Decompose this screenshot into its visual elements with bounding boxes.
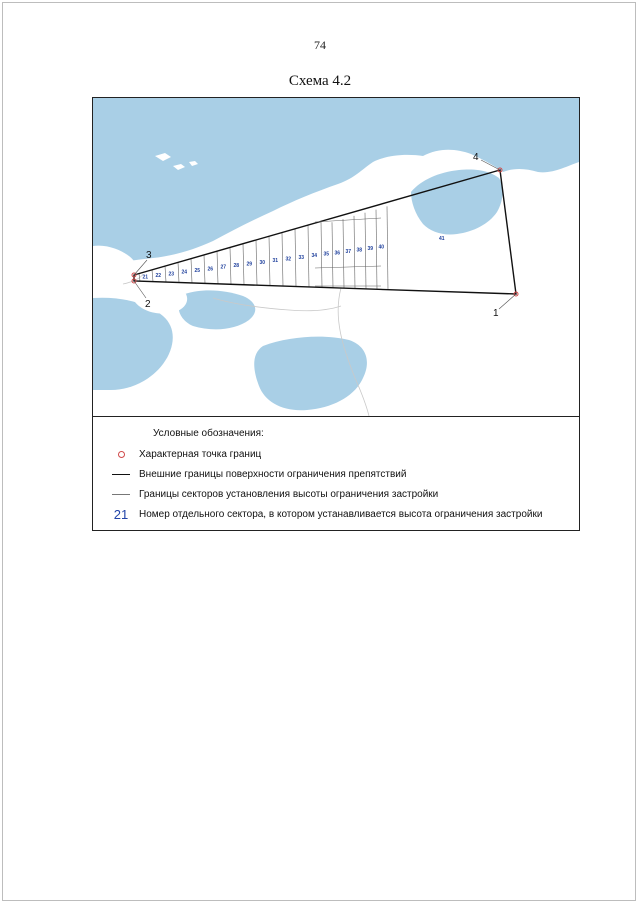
point-1-label: 1 [493, 308, 499, 319]
point-3-label: 3 [146, 250, 152, 261]
scheme-figure [92, 97, 580, 531]
sector-label-28: 28 [233, 263, 240, 270]
legend-item-outer-boundary [109, 467, 406, 481]
sector-label-39: 39 [367, 246, 374, 253]
sector-label-37: 37 [345, 248, 352, 255]
legend-item-point [109, 447, 261, 461]
sector-label-29: 29 [246, 261, 253, 268]
sector-label-35: 35 [323, 251, 330, 258]
map-svg [93, 98, 579, 416]
sector-label-40: 40 [378, 244, 385, 251]
sector-label-27: 27 [220, 264, 227, 271]
legend-item-text: Характерная точка границ [139, 448, 262, 460]
legend-item-text: Границы секторов установления высоты ограничения застройки [139, 488, 439, 500]
scheme-title: Схема 4.2 [288, 73, 352, 89]
sector-label-30: 30 [259, 259, 266, 266]
legend-item-sector-boundary [109, 487, 438, 501]
sector-label-22: 22 [155, 272, 162, 279]
page-number: 74 [314, 38, 326, 52]
sector-41-label: 41 [439, 236, 445, 242]
sector-label-21: 21 [142, 274, 149, 281]
map-area [93, 98, 579, 416]
legend-title: Условные обозначения: [153, 428, 264, 439]
sector-label-23: 23 [168, 271, 175, 278]
point-4-label: 4 [473, 152, 479, 163]
thick-line-icon [109, 474, 133, 475]
legend-item-text: Внешние границы поверхности ограничения препятствий [139, 468, 407, 480]
thin-line-icon [109, 494, 133, 495]
sector-label-32: 32 [285, 256, 292, 263]
sector-label-33: 33 [298, 254, 305, 261]
sector-label-24: 24 [181, 269, 188, 276]
legend-item-sector-number [109, 507, 542, 521]
sector-label-31: 31 [272, 258, 279, 265]
sector-number-symbol: 21 [113, 506, 129, 522]
sector-label-38: 38 [356, 247, 363, 254]
legend-item-text: Номер отдельного сектора, в котором устанавливается высота ограничения застройки [139, 508, 543, 520]
sector-label-34: 34 [311, 253, 318, 260]
sector-label-26: 26 [207, 266, 214, 273]
sector-label-36: 36 [334, 250, 341, 257]
point-2-label: 2 [145, 299, 151, 310]
legend [93, 416, 579, 530]
circle-icon [109, 451, 133, 458]
sector-label-25: 25 [194, 267, 201, 274]
